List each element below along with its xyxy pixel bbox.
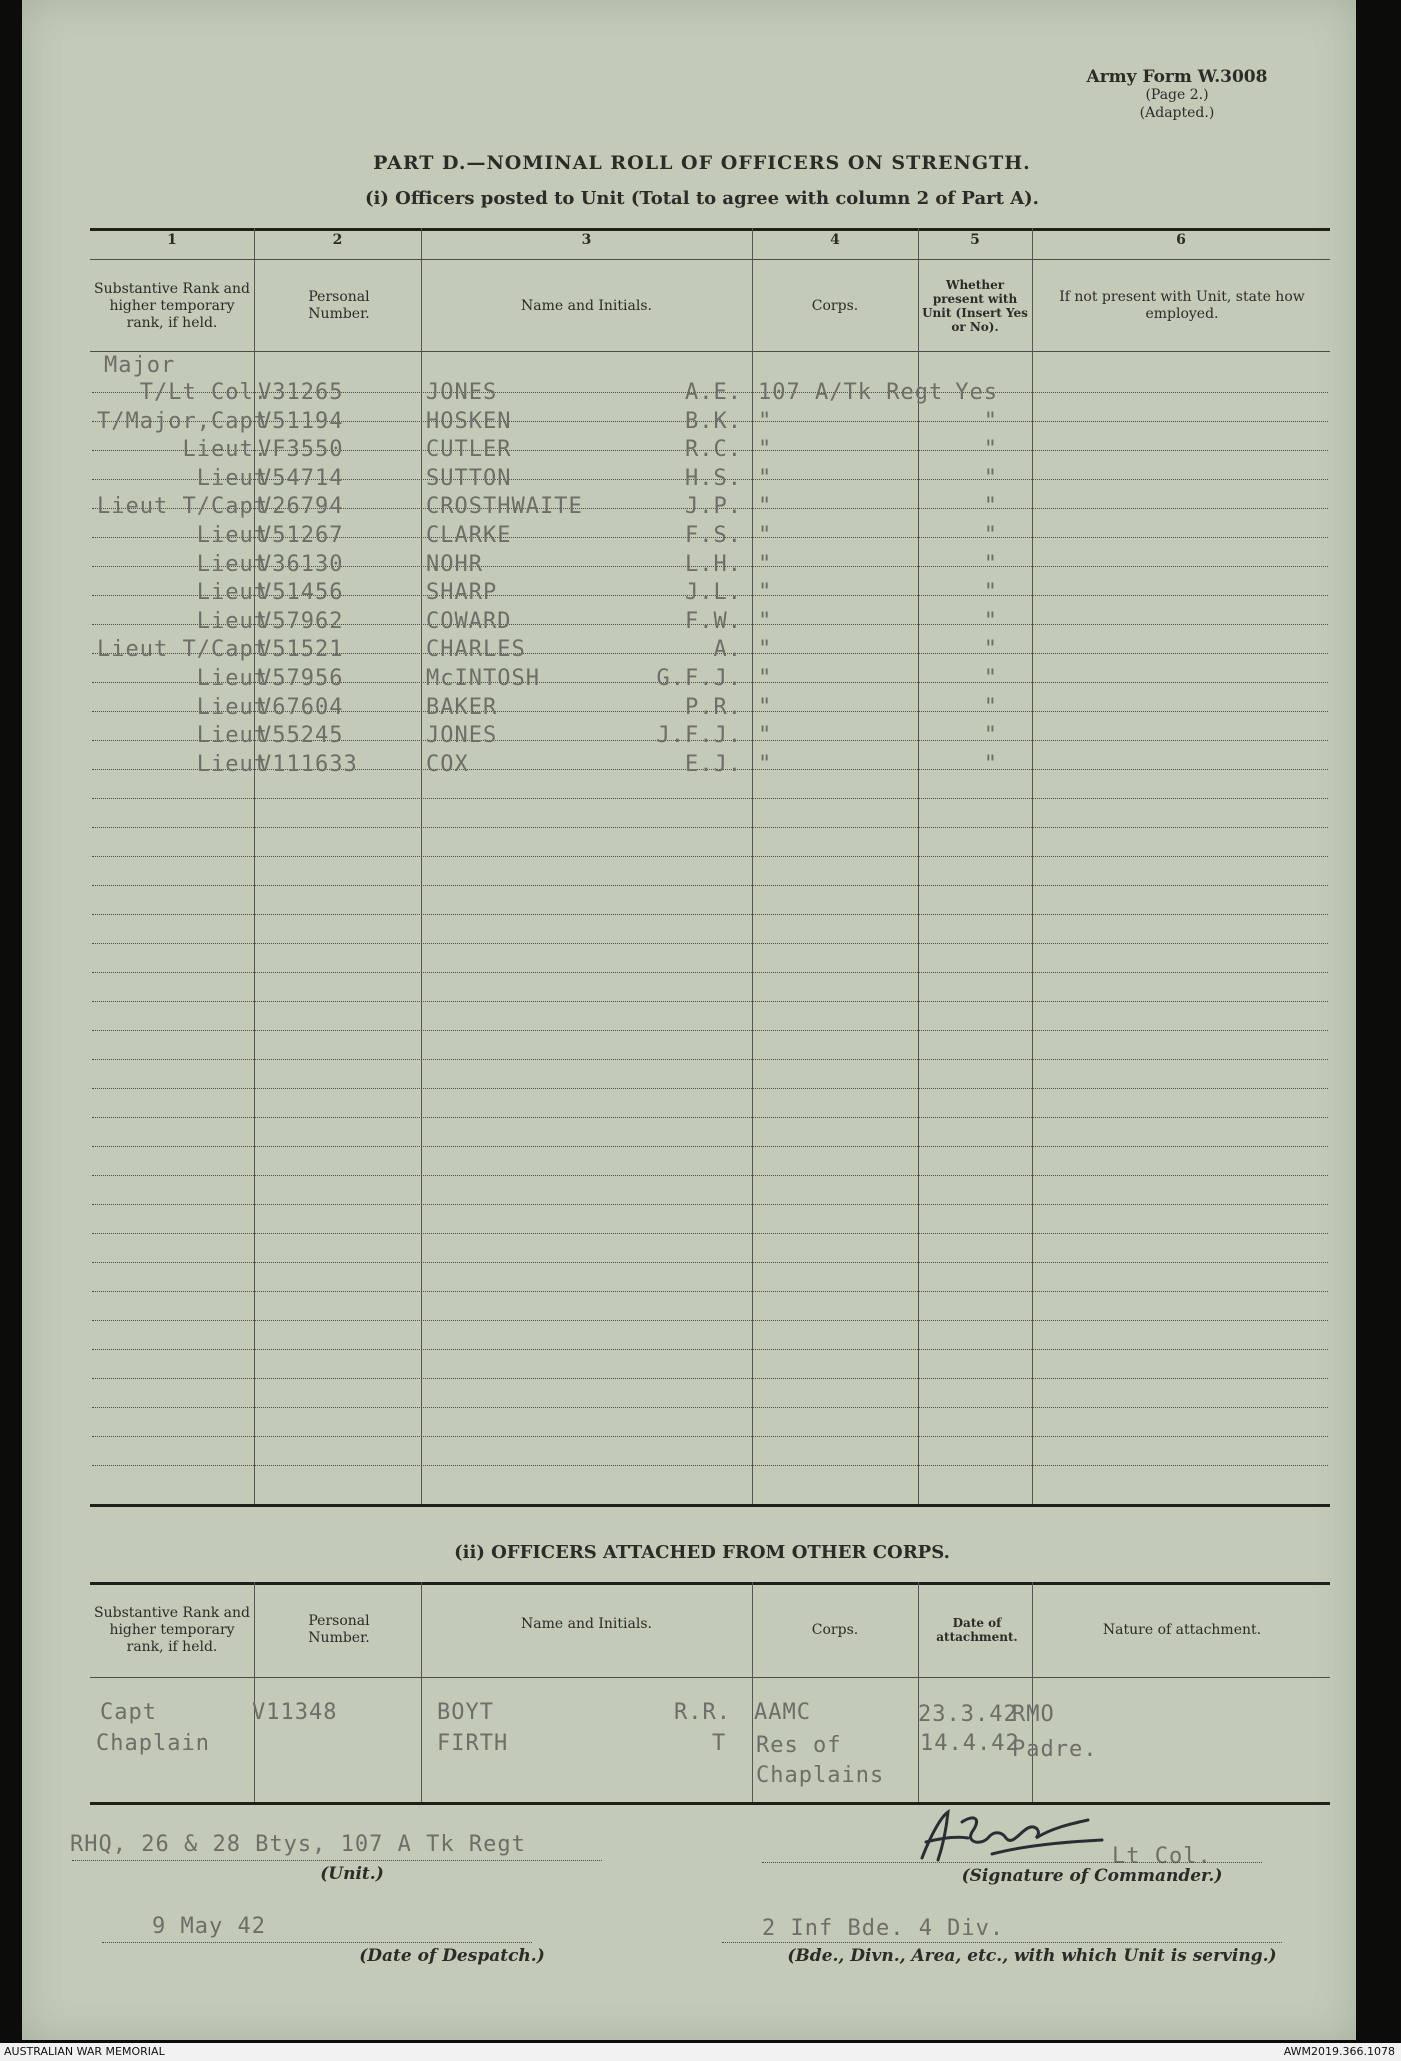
header-how-employed: If not present with Unit, state how employed. <box>1059 289 1305 322</box>
posted-row-12-rank: Lieut <box>196 694 268 720</box>
posted-row-14-number: V111633 <box>258 751 358 777</box>
posted-row-1-present: Yes <box>955 380 998 405</box>
posted-row-1-rank: T/Lt Col. <box>139 380 268 405</box>
posted-row-2-rank: T/Major,Capt <box>97 408 268 434</box>
posted-row-8-number: V51456 <box>258 580 344 606</box>
attached-header-name-initials: Name and Initials. <box>521 1615 652 1632</box>
posted-row-2-name: HOSKEN <box>426 408 512 434</box>
posted-row-4-present: " <box>983 465 998 491</box>
posted-row-2-corps: " <box>758 408 773 434</box>
header-personal-number: Personal Number. <box>308 289 370 322</box>
attached-row-2-corps: Res of Chaplains <box>756 1733 885 1788</box>
part-d-subtitle: (i) Officers posted to Unit (Total to agree with column 2 of Part A). <box>365 188 1039 209</box>
attached-row-2-date: 14.4.42 <box>920 1731 1020 1756</box>
posted-row-9-number: V57962 <box>258 608 344 634</box>
bde-label: (Bde., Divn., Area, etc., with which Unit is serving.) <box>787 1946 1277 1966</box>
header-corps: Corps. <box>811 297 859 314</box>
despatch-value: 9 May 42 <box>152 1914 266 1939</box>
attached-row-1-initials: R.R. <box>674 1700 731 1725</box>
archive-footer <box>0 2043 1401 2061</box>
posted-row-10-corps: " <box>758 637 773 663</box>
column-number-6: 6 <box>1176 232 1186 248</box>
posted-row-4-number: V54714 <box>258 465 344 491</box>
posted-row-3-number: VF3550 <box>258 437 344 463</box>
posted-row-1-name: JONES <box>426 380 498 405</box>
column-number-1: 1 <box>167 232 177 248</box>
attached-header-nature: Nature of attachment. <box>1102 1621 1262 1638</box>
posted-row-13-corps: " <box>758 723 773 749</box>
posted-row-10-number: V51521 <box>258 637 344 663</box>
column-number-3: 3 <box>581 232 592 248</box>
posted-row-9-initials: F.W. <box>685 608 742 634</box>
posted-row-11-name: McINTOSH <box>426 666 540 691</box>
posted-row-10-name: CHARLES <box>426 637 526 663</box>
posted-row-3-name: CUTLER <box>426 437 512 463</box>
posted-row-12-initials: P.R. <box>685 694 742 720</box>
despatch-label: (Date of Despatch.) <box>359 1946 545 1966</box>
signature-rank: Lt Col. <box>1112 1844 1212 1869</box>
part-d-title: PART D.—NOMINAL ROLL OF OFFICERS ON STRENGTH. <box>373 152 1031 174</box>
posted-row-6-number: V51267 <box>258 523 344 548</box>
unit-value: RHQ, 26 & 28 Btys, 107 A Tk Regt <box>70 1832 526 1857</box>
posted-row-7-present: " <box>983 551 998 577</box>
posted-row-11-number: V57956 <box>258 666 344 691</box>
posted-row-4-initials: H.S. <box>685 465 742 491</box>
posted-row-9-present: " <box>983 608 998 634</box>
bde-value: 2 Inf Bde. 4 Div. <box>762 1916 1005 1941</box>
attached-row-1-date: 23.3.42 <box>918 1702 1018 1727</box>
posted-row-3-present: " <box>983 437 998 463</box>
posted-row-3-rank: Lieut. <box>182 437 268 463</box>
posted-row-7-initials: L.H. <box>685 551 742 577</box>
posted-row-11-present: " <box>983 666 998 691</box>
posted-row-11-rank: Lieut <box>196 666 268 691</box>
posted-row-7-name: NOHR <box>426 551 483 577</box>
header-whether-present: Whether present with Unit (Insert Yes or No). <box>922 278 1028 334</box>
posted-row-14-name: COX <box>426 751 469 777</box>
posted-row-2-present: " <box>983 408 998 434</box>
posted-row-5-present: " <box>983 494 998 520</box>
header-name-initials: Name and Initials. <box>521 297 652 314</box>
posted-row-3-initials: R.C. <box>685 437 742 463</box>
posted-row-14-present: " <box>983 751 998 777</box>
posted-row-8-present: " <box>983 580 998 606</box>
rank-note: Major <box>104 353 176 378</box>
archive-name: AUSTRALIAN WAR MEMORIAL <box>4 2045 165 2058</box>
posted-row-8-corps: " <box>758 580 773 606</box>
form-identifier <box>1052 68 1302 122</box>
attached-row-2-rank: Chaplain <box>96 1731 210 1756</box>
archive-accession: AWM2019.366.1078 <box>1283 2045 1395 2058</box>
posted-row-9-corps: " <box>758 608 773 634</box>
posted-row-6-name: CLARKE <box>426 523 512 548</box>
posted-row-6-rank: Lieut <box>196 523 268 548</box>
posted-row-10-rank: Lieut T/Capt <box>97 637 268 663</box>
attached-header-date: Date of attachment. <box>936 1616 1018 1644</box>
form-sheet <box>22 0 1356 2040</box>
posted-row-14-rank: Lieut <box>196 751 268 777</box>
posted-row-12-present: " <box>983 694 998 720</box>
posted-row-4-rank: Lieut <box>196 465 268 491</box>
posted-row-6-corps: " <box>758 523 773 548</box>
header-rank: Substantive Rank and higher temporary rank, if held. <box>94 280 250 331</box>
attached-row-1-name: BOYT <box>437 1700 494 1725</box>
attached-row-1-nature: RMO <box>1012 1702 1055 1727</box>
posted-row-9-name: COWARD <box>426 608 512 634</box>
posted-row-12-corps: " <box>758 694 773 720</box>
attached-row-2-initials: T <box>712 1731 727 1756</box>
posted-row-5-corps: " <box>758 494 773 520</box>
column-number-5: 5 <box>970 232 980 248</box>
posted-row-10-present: " <box>983 637 998 663</box>
attached-row-1-corps: AAMC <box>754 1700 811 1725</box>
posted-row-12-number: V67604 <box>258 694 344 720</box>
posted-row-14-initials: E.J. <box>685 751 742 777</box>
posted-row-13-present: " <box>983 723 998 749</box>
posted-row-11-initials: G.F.J. <box>656 666 742 691</box>
posted-row-5-initials: J.P. <box>685 494 742 520</box>
posted-row-11-corps: " <box>758 666 773 691</box>
posted-row-7-number: V36130 <box>258 551 344 577</box>
posted-row-5-number: V26794 <box>258 494 344 520</box>
posted-row-1-initials: A.E. <box>685 380 742 405</box>
posted-row-6-present: " <box>983 523 998 548</box>
attached-header-corps: Corps. <box>811 1621 859 1638</box>
posted-row-13-rank: Lieut <box>196 723 268 749</box>
attached-row-1-number: V11348 <box>252 1700 338 1725</box>
posted-row-4-corps: " <box>758 465 773 491</box>
posted-row-13-initials: J.F.J. <box>656 723 742 749</box>
posted-row-1-corps: 107 A/Tk Regt <box>758 380 944 405</box>
form-adapted: (Adapted.) <box>1139 105 1215 121</box>
posted-row-14-corps: " <box>758 751 773 777</box>
posted-row-5-rank: Lieut T/Capt <box>97 494 268 520</box>
posted-row-13-name: JONES <box>426 723 498 749</box>
posted-row-2-initials: B.K. <box>685 408 742 434</box>
posted-row-3-corps: " <box>758 437 773 463</box>
posted-row-6-initials: F.S. <box>685 523 742 548</box>
attached-header-personal-number: Personal Number. <box>308 1613 370 1646</box>
attached-row-2-name: FIRTH <box>437 1731 509 1756</box>
posted-row-10-initials: A. <box>713 637 742 663</box>
signature-label: (Signature of Commander.) <box>961 1866 1223 1886</box>
column-number-2: 2 <box>332 232 343 248</box>
posted-row-9-rank: Lieut <box>196 608 268 634</box>
form-page: (Page 2.) <box>1145 87 1209 103</box>
column-number-4: 4 <box>830 232 840 248</box>
posted-row-2-number: V51194 <box>258 408 344 434</box>
attached-row-1-rank: Capt <box>100 1700 157 1725</box>
form-name: Army Form W.3008 <box>1086 67 1268 87</box>
attached-header-rank: Substantive Rank and higher temporary rank, if held. <box>94 1604 250 1655</box>
posted-row-5-name: CROSTHWAITE <box>426 494 583 520</box>
posted-row-13-number: V55245 <box>258 723 344 749</box>
unit-label: (Unit.) <box>320 1864 384 1884</box>
posted-row-4-name: SUTTON <box>426 465 512 491</box>
attached-row-2-nature: Padre. <box>1012 1737 1098 1762</box>
attached-title: (ii) OFFICERS ATTACHED FROM OTHER CORPS. <box>454 1542 950 1563</box>
posted-row-8-name: SHARP <box>426 580 498 606</box>
posted-row-12-name: BAKER <box>426 694 498 720</box>
posted-row-8-rank: Lieut <box>196 580 268 606</box>
posted-row-7-rank: Lieut <box>196 551 268 577</box>
posted-row-1-number: V31265 <box>258 380 344 405</box>
posted-row-7-corps: " <box>758 551 773 577</box>
posted-row-8-initials: J.L. <box>685 580 742 606</box>
